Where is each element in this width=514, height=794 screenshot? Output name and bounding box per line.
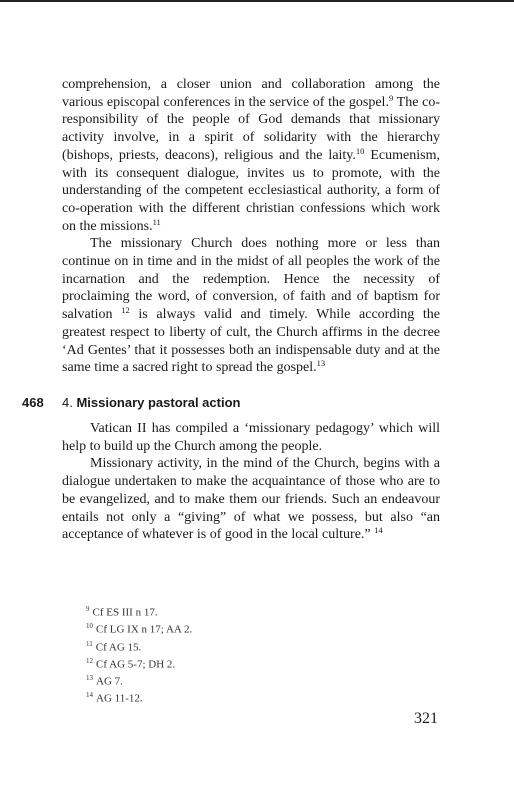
text-run: The missionary Church does nothing more or less than continue on in time and in the midst of all peoples the work of the incarnation and the redemption. Hence the necessity of proclaiming the word, of conversion, of faith and of baptism for salvation (62, 236, 440, 323)
text-run: Missionary activity, in the mind of the Church, begins with a dialogue undertaken to make the acquaintance of those who are to be evangelized, and to make them our friends. Such an endeavour entails not only a “giving” of what we possess, but also “an acceptance of whatever is of good in the local culture.” (62, 456, 440, 543)
footnote-number: 13 (86, 674, 93, 682)
footnote-ref-13[interactable]: 13 (316, 358, 326, 369)
footnote-number: 10 (86, 622, 93, 631)
text-run: The co-responsibility of the people of God demands that missionary activity involve, in a spirit of solidarity with the hierarchy (bishops, priests, deacons), religious and the laity. (62, 94, 440, 163)
footnote-number: 11 (86, 639, 93, 648)
footnote (86, 603, 192, 620)
footnote-text: Cf LG IX n 17; AA 2. (96, 623, 193, 636)
footnote-text: AG 11-12. (96, 692, 143, 705)
footnote-number: 9 (86, 605, 90, 613)
footnote (86, 638, 192, 655)
footnote-text: Cf AG 5-7; DH 2. (96, 658, 176, 671)
footnote-ref-14[interactable]: 14 (374, 525, 383, 536)
section-body (62, 420, 440, 544)
footnote-ref-11[interactable]: 11 (152, 216, 161, 227)
footnote-ref-12[interactable]: 12 (121, 305, 130, 316)
text-run: Ecumenism, with its consequent dialogue, invites us to promote, with the understanding of the competent ecclesiastical authority, a form of co-operation with the different christian confessions which work on the missions. (62, 147, 440, 234)
paragraph-collaboration (62, 76, 440, 235)
paragraph-missionary-church (62, 235, 440, 377)
top-rule (0, 0, 514, 2)
section-title: Missionary pastoral action (76, 395, 241, 410)
footnote (86, 620, 192, 637)
footnote-number: 14 (86, 691, 93, 700)
text-run: is always valid and timely. While according the greatest respect to liberty of cult, the Church affirms in the decree ‘Ad Gentes’ that it possesses both an indispensable duty and at the same time a sacred right to spread the gospel. (62, 307, 440, 376)
footnote (86, 655, 192, 672)
footnote (86, 672, 192, 689)
footnote-number: 12 (86, 656, 93, 665)
text-run: comprehension, a closer union and collaboration among the various episcopal conferences in the service of the gospel. (62, 77, 440, 110)
footnote-text: Cf ES III n 17. (92, 606, 158, 619)
footnote-text: AG 7. (96, 675, 123, 688)
section-number: 4. (62, 395, 73, 410)
footnote-text: Cf AG 15. (95, 641, 142, 654)
footnote (86, 689, 192, 706)
footnote-ref-10[interactable]: 10 (355, 145, 365, 156)
footnote-ref-9[interactable]: 9 (388, 92, 394, 103)
section-title-wrap (62, 395, 240, 411)
page-number: 321 (414, 710, 438, 727)
margin-number: 468 (22, 395, 44, 410)
body-text (62, 76, 440, 377)
footnotes (86, 603, 192, 707)
paragraph-pedagogy: Vatican II has compiled a ‘missionary pedagogy’ which will help to build up the Church among the people. (62, 421, 440, 454)
paragraph-dialogue (62, 455, 440, 544)
